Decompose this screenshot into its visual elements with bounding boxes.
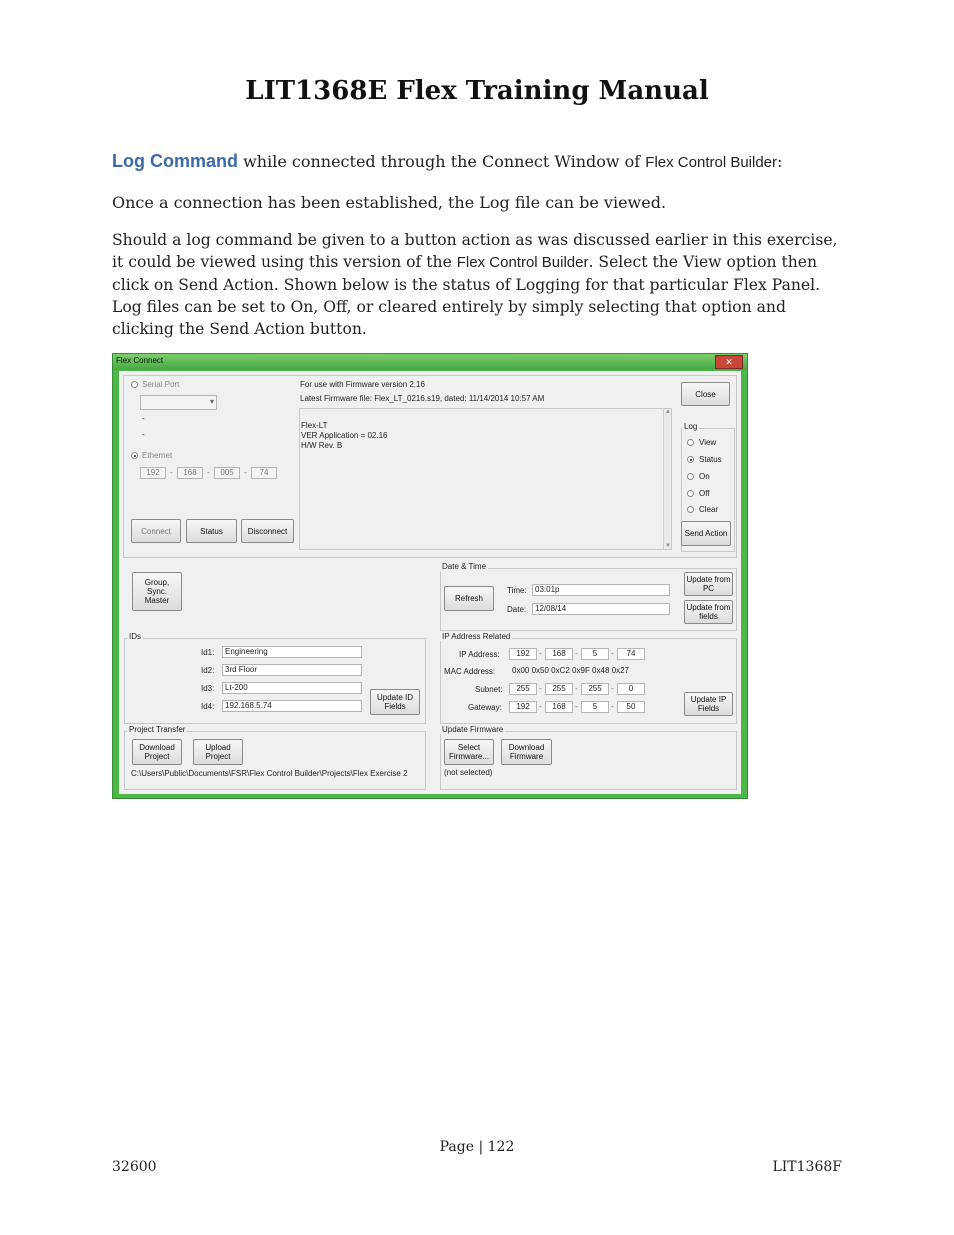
paragraph-2: [112, 229, 842, 340]
ethernet-ip-1[interactable]: 192: [140, 467, 166, 479]
chevron-down-icon: ▾: [209, 397, 214, 406]
ethernet-ip-3[interactable]: 005: [214, 467, 240, 479]
log-off-label: Off: [699, 489, 710, 498]
ethernet-radio[interactable]: [131, 452, 138, 459]
gateway-label: Gateway:: [468, 703, 502, 712]
status-line-2: VER Application = 02.16: [301, 431, 388, 440]
ip-address-label: IP Address:: [459, 650, 500, 659]
time-field[interactable]: 03:01p: [532, 584, 670, 596]
paragraph-2-c: . Select the View option then click on Send Action. Shown below is the status of Logging for that particular Flex Panel. Log files can be set to On, Off, or cleared entirely by simply selecting that option and clicking the Send Action button.: [112, 253, 821, 338]
log-on-radio[interactable]: [687, 473, 694, 480]
gateway-octet-4[interactable]: 50: [617, 701, 645, 713]
id4-label: Id4:: [201, 702, 215, 711]
section-heading: [112, 150, 842, 174]
gateway-octet-3[interactable]: 5: [581, 701, 609, 713]
id1-label: Id1:: [201, 648, 215, 657]
serial-port-radio[interactable]: [131, 381, 138, 388]
serial-port-label: Serial Port: [142, 380, 180, 389]
heading-text-a: while connected through the Connect Window of: [238, 152, 646, 171]
firmware-version-text: For use with Firmware version 2.16: [300, 380, 425, 389]
id2-field[interactable]: 3rd Floor: [222, 664, 362, 676]
download-firmware-button[interactable]: Download Firmware: [501, 739, 552, 765]
ip-address-group-label: IP Address Related: [442, 632, 511, 641]
flex-connect-window: [112, 353, 748, 799]
ip-separator: -: [611, 702, 614, 711]
refresh-button[interactable]: Refresh: [444, 586, 494, 611]
log-on-label: On: [699, 472, 710, 481]
date-label: Date:: [507, 605, 527, 614]
ethernet-label: Ethernet: [142, 451, 173, 460]
date-field[interactable]: 12/08/14: [532, 603, 670, 615]
subnet-octet-4[interactable]: 0: [617, 683, 645, 695]
paragraph-2-b: Flex Control Builder: [456, 254, 589, 271]
ip-separator: -: [539, 649, 542, 658]
group-sync-master-button[interactable]: Group, Sync. Master: [132, 572, 182, 611]
status-output-area[interactable]: [299, 408, 672, 550]
download-project-button[interactable]: Download Project: [132, 739, 182, 765]
log-off-radio[interactable]: [687, 490, 694, 497]
paragraph-1: Once a connection has been established, the Log file can be viewed.: [112, 193, 667, 212]
update-id-fields-button[interactable]: Update ID Fields: [370, 689, 420, 715]
id3-label: Id3:: [201, 684, 215, 693]
upload-project-button[interactable]: Upload Project: [193, 739, 243, 765]
date-time-label: Date & Time: [442, 562, 487, 571]
project-transfer-label: Project Transfer: [129, 725, 186, 734]
status-button[interactable]: Status: [186, 519, 237, 543]
paragraph-2-a: Should a log command be given to a button action as was discussed earlier in this exercise, it could be viewed using this version of the: [112, 231, 838, 271]
ip-separator: -: [575, 684, 578, 693]
window-close-icon[interactable]: ✕: [715, 355, 743, 369]
status-line-1: Flex-LT: [301, 421, 328, 430]
subnet-octet-3[interactable]: 255: [581, 683, 609, 695]
subnet-label: Subnet:: [475, 685, 503, 694]
select-firmware-button[interactable]: Select Firmware...: [444, 739, 494, 765]
heading-text-c: :: [777, 152, 783, 171]
firmware-status-text: (not selected): [444, 768, 493, 777]
id3-field[interactable]: Lt-200: [222, 682, 362, 694]
footer-right-code: LIT1368F: [772, 1159, 842, 1175]
footer-left-code: 32600: [112, 1159, 157, 1175]
heading-text-b: Flex Control Builder: [645, 154, 778, 171]
close-button[interactable]: Close: [681, 382, 730, 406]
id4-field[interactable]: 192.168.5.74: [222, 700, 362, 712]
ip-separator: -: [244, 468, 247, 477]
serial-dash-2: -: [142, 430, 145, 439]
window-titlebar: [113, 354, 747, 370]
ids-label: IDs: [129, 632, 141, 641]
gateway-octet-2[interactable]: 168: [545, 701, 573, 713]
ethernet-ip-2[interactable]: 168: [177, 467, 203, 479]
subnet-octet-1[interactable]: 255: [509, 683, 537, 695]
id2-label: Id2:: [201, 666, 215, 675]
update-firmware-label: Update Firmware: [442, 725, 504, 734]
ip-separator: -: [611, 684, 614, 693]
ip-separator: -: [611, 649, 614, 658]
update-ip-fields-button[interactable]: Update IP Fields: [684, 692, 733, 716]
latest-firmware-text: Latest Firmware file: Flex_LT_0216.s19, dated: 11/14/2014 10:57 AM: [300, 394, 545, 403]
vertical-scrollbar[interactable]: [663, 409, 671, 549]
log-status-label: Status: [699, 455, 722, 464]
time-label: Time:: [507, 586, 527, 595]
log-view-label: View: [699, 438, 717, 447]
log-command-heading: Log Command: [112, 151, 238, 171]
ip-separator: -: [575, 649, 578, 658]
window-title: Flex Connect: [116, 356, 164, 365]
log-view-radio[interactable]: [687, 439, 694, 446]
status-line-3: H/W Rev. B: [301, 441, 343, 450]
mac-address-value: 0x00 0x50 0xC2 0x9F 0x48 0x27: [512, 666, 629, 675]
log-status-radio[interactable]: [687, 456, 694, 463]
scroll-up-icon[interactable]: ▲: [665, 409, 671, 415]
disconnect-button[interactable]: Disconnect: [241, 519, 294, 543]
project-path-text: C:\Users\Public\Documents\FSR\Flex Control Builder\Projects\Flex Exercise 2: [131, 769, 408, 778]
ip-separator: -: [170, 468, 173, 477]
log-clear-radio[interactable]: [687, 506, 694, 513]
ip-separator: -: [575, 702, 578, 711]
ip-separator: -: [207, 468, 210, 477]
page-number: Page | 122: [439, 1139, 515, 1155]
scroll-down-icon[interactable]: ▼: [665, 543, 671, 549]
ip-octet-1[interactable]: 192: [509, 648, 537, 660]
subnet-octet-2[interactable]: 255: [545, 683, 573, 695]
update-from-pc-button[interactable]: Update from PC: [684, 572, 733, 596]
ethernet-ip-4[interactable]: 74: [251, 467, 277, 479]
ip-octet-4[interactable]: 74: [617, 648, 645, 660]
id1-field[interactable]: Engineering: [222, 646, 362, 658]
ip-octet-3[interactable]: 5: [581, 648, 609, 660]
serial-port-select[interactable]: [140, 395, 217, 410]
mac-address-label: MAC Address:: [444, 667, 496, 676]
ip-separator: -: [539, 684, 542, 693]
log-clear-label: Clear: [699, 505, 719, 514]
window-client-area: [119, 371, 741, 794]
serial-dash-1: -: [142, 414, 145, 423]
log-group-label: Log: [684, 422, 698, 431]
connect-button[interactable]: Connect: [131, 519, 181, 543]
update-from-fields-button[interactable]: Update from fields: [684, 600, 733, 624]
document-title: LIT1368E Flex Training Manual: [245, 76, 709, 106]
gateway-octet-1[interactable]: 192: [509, 701, 537, 713]
ip-octet-2[interactable]: 168: [545, 648, 573, 660]
ip-separator: -: [539, 702, 542, 711]
send-action-button[interactable]: Send Action: [681, 521, 731, 546]
